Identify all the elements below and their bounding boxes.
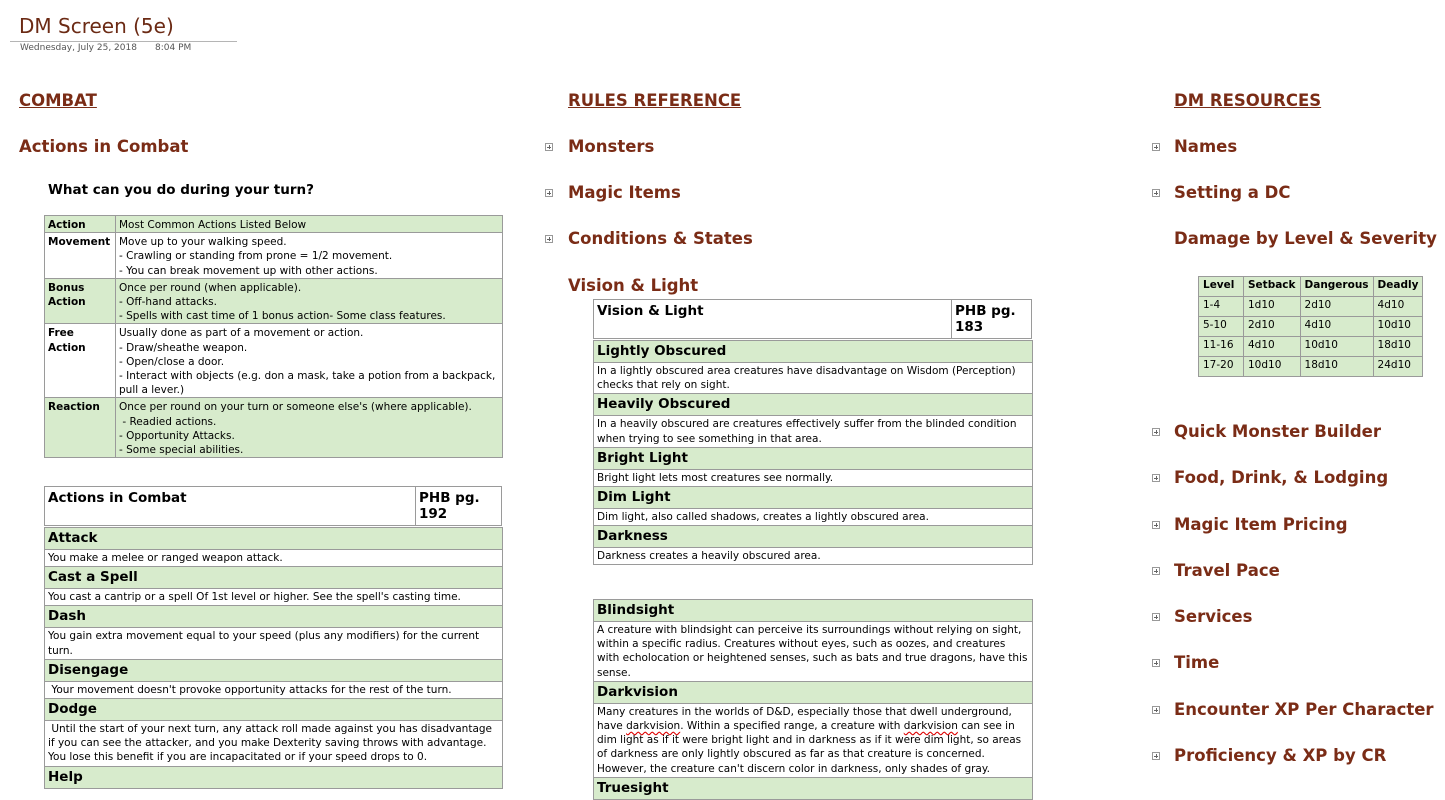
collapsed-section-travel-pace[interactable]: Travel Pace — [1174, 561, 1280, 580]
entry-text: In a heavily obscured are creatures effectively suffer from the blinded condition when trying to see something in that area. — [594, 416, 1033, 447]
entry-title: Dim Light — [594, 487, 1033, 509]
title-divider — [10, 41, 237, 42]
collapsed-section-names[interactable]: Names — [1174, 137, 1238, 156]
entry-text: You gain extra movement equal to your speed (plus any modifiers) for the current turn. — [45, 628, 503, 659]
table-header-row — [1199, 277, 1423, 297]
collapsed-section-quick-monster-builder[interactable]: Quick Monster Builder — [1174, 422, 1381, 441]
expand-icon[interactable] — [1152, 706, 1160, 714]
table-row — [45, 398, 503, 458]
column-header: Dangerous — [1300, 277, 1373, 297]
expand-icon[interactable] — [1152, 659, 1160, 667]
expand-icon[interactable] — [1152, 428, 1160, 436]
entry-text: Dim light, also called shadows, creates a lightly obscured area. — [594, 509, 1033, 526]
page-date: Wednesday, July 25, 2018 — [20, 43, 137, 53]
table-cell: 10d10 — [1300, 337, 1373, 357]
collapsed-section-encounter-xp[interactable]: Encounter XP Per Character — [1174, 700, 1434, 719]
expand-icon[interactable] — [1152, 521, 1160, 529]
reference-name: Vision & Light — [594, 300, 952, 339]
entry-title: Dodge — [45, 699, 503, 721]
table-cell: 4d10 — [1244, 337, 1301, 357]
entry-title: Darkness — [594, 526, 1033, 548]
table-row — [45, 324, 503, 398]
page-time: 8:04 PM — [155, 43, 192, 53]
expand-icon[interactable] — [1152, 143, 1160, 151]
entry-title: Attack — [45, 528, 503, 550]
entry-text: In a lightly obscured area creatures have disadvantage on Wisdom (Perception) checks that rely on sight. — [594, 363, 1033, 394]
collapsed-section-setting-dc[interactable]: Setting a DC — [1174, 183, 1291, 202]
entry-title: Help — [45, 766, 503, 788]
table-cell: 2d10 — [1300, 297, 1373, 317]
expand-icon[interactable] — [1152, 752, 1160, 760]
action-type: Movement — [45, 233, 116, 279]
table-cell: 2d10 — [1244, 317, 1301, 337]
entry-title: Lightly Obscured — [594, 341, 1033, 363]
action-desc: Usually done as part of a movement or action. - Draw/sheathe weapon. - Open/close a door. - Interact with objects (e.g. don a mask, take a potion from a backpack, pull a lever.) — [116, 324, 503, 398]
entry-title: Truesight — [594, 777, 1033, 799]
action-type: Action — [45, 216, 116, 233]
special-senses-list — [593, 599, 1033, 800]
expand-icon[interactable] — [545, 143, 553, 151]
table-cell: 4d10 — [1373, 297, 1423, 317]
collapsed-section-magic-item-pricing[interactable]: Magic Item Pricing — [1174, 515, 1348, 534]
table-row — [1199, 357, 1423, 377]
table-cell: 4d10 — [1300, 317, 1373, 337]
combat-reference-table — [44, 486, 502, 526]
entry-title: Cast a Spell — [45, 567, 503, 589]
table-row — [1199, 297, 1423, 317]
reference-name: Actions in Combat — [45, 487, 416, 526]
entry-title: Heavily Obscured — [594, 394, 1033, 416]
column-header: Level — [1199, 277, 1244, 297]
dm-resources-heading: DM RESOURCES — [1174, 91, 1322, 110]
collapsed-section-conditions[interactable]: Conditions & States — [568, 229, 753, 248]
expand-icon[interactable] — [1152, 567, 1160, 575]
collapsed-section-time[interactable]: Time — [1174, 653, 1220, 672]
action-type: Bonus Action — [45, 278, 116, 324]
entry-text: Many creatures in the worlds of D&D, especially those that dwell underground, have darkvision. Within a specified range, a creature with darkvision can see in dim light as if it were bright light and in darkness as if it were dim light, so areas of darkness are only lightly obscured as far as that creature is concerned. However, the creature can't discern color in darkness, only shades of gray. — [594, 703, 1033, 777]
combat-actions-list — [44, 527, 503, 789]
expand-icon[interactable] — [1152, 613, 1160, 621]
entry-text: Bright light lets most creatures see normally. — [594, 469, 1033, 486]
entry-text: Your movement doesn't provoke opportunity attacks for the rest of the turn. — [45, 681, 503, 698]
expand-icon[interactable] — [545, 235, 553, 243]
rules-reference-heading: RULES REFERENCE — [568, 91, 742, 110]
entry-text: Darkness creates a heavily obscured area. — [594, 548, 1033, 565]
table-cell: 10d10 — [1373, 317, 1423, 337]
action-desc: Move up to your walking speed. - Crawling or standing from prone = 1/2 movement. - You can break movement up with other actions. — [116, 233, 503, 279]
table-cell: 18d10 — [1373, 337, 1423, 357]
table-cell: 24d10 — [1373, 357, 1423, 377]
entry-title: Dash — [45, 606, 503, 628]
entry-text: You cast a cantrip or a spell Of 1st level or higher. See the spell's casting time. — [45, 589, 503, 606]
table-cell: 5-10 — [1199, 317, 1244, 337]
entry-text: Until the start of your next turn, any attack roll made against you has disadvantage if you can see the attacker, and you make Dexterity saving throws with advantage. You lose this benefit if you are incapacitated or if your speed drops to 0. — [45, 721, 503, 767]
light-conditions-list — [593, 340, 1033, 565]
damage-by-level-title: Damage by Level & Severity — [1174, 229, 1437, 248]
action-desc: Once per round on your turn or someone else's (where applicable). - Readied actions. - Opportunity Attacks. - Some special abilities. — [116, 398, 503, 458]
table-row — [45, 216, 503, 233]
table-row — [45, 233, 503, 279]
expand-icon[interactable] — [1152, 189, 1160, 197]
entry-text: You make a melee or ranged weapon attack. — [45, 550, 503, 567]
action-desc: Most Common Actions Listed Below — [116, 216, 503, 233]
table-cell: 10d10 — [1244, 357, 1301, 377]
entry-title: Darkvision — [594, 681, 1033, 703]
reference-page: PHB pg. 192 — [416, 487, 502, 526]
entry-title: Disengage — [45, 659, 503, 681]
table-row — [45, 278, 503, 324]
entry-title: Bright Light — [594, 447, 1033, 469]
reference-page: PHB pg. 183 — [952, 300, 1032, 339]
spellcheck-word: darkvision — [626, 720, 681, 733]
action-type: Free Action — [45, 324, 116, 398]
spellcheck-word: darkvision — [903, 720, 958, 733]
table-cell: 17-20 — [1199, 357, 1244, 377]
action-type: Reaction — [45, 398, 116, 458]
collapsed-section-services[interactable]: Services — [1174, 607, 1253, 626]
column-header: Setback — [1244, 277, 1301, 297]
collapsed-section-magic-items[interactable]: Magic Items — [568, 183, 681, 202]
collapsed-section-proficiency-xp[interactable]: Proficiency & XP by CR — [1174, 746, 1387, 765]
expand-icon[interactable] — [545, 189, 553, 197]
entry-text: A creature with blindsight can perceive its surroundings without relying on sight, within a specific radius. Creatures without eyes, such as oozes, and creatures with echolocation or heightened senses, such as bats and true dragons, have this sense. — [594, 622, 1033, 682]
expand-icon[interactable] — [1152, 474, 1160, 482]
table-cell: 1d10 — [1244, 297, 1301, 317]
table-cell: 1-4 — [1199, 297, 1244, 317]
actions-in-combat-title: Actions in Combat — [19, 137, 189, 156]
table-cell: 11-16 — [1199, 337, 1244, 357]
vision-reference-table — [593, 299, 1032, 339]
combat-heading: COMBAT — [19, 91, 97, 110]
entry-title: Blindsight — [594, 600, 1033, 622]
table-row — [1199, 337, 1423, 357]
page-title: DM Screen (5e) — [19, 14, 174, 38]
column-header: Deadly — [1373, 277, 1423, 297]
turn-question: What can you do during your turn? — [48, 182, 314, 198]
action-desc: Once per round (when applicable). - Off-hand attacks. - Spells with cast time of 1 bonus action- Some class features. — [116, 278, 503, 324]
table-row — [1199, 317, 1423, 337]
vision-light-title: Vision & Light — [568, 276, 699, 295]
actions-table — [44, 215, 503, 458]
collapsed-section-food-drink-lodging[interactable]: Food, Drink, & Lodging — [1174, 468, 1389, 487]
collapsed-section-monsters[interactable]: Monsters — [568, 137, 655, 156]
table-cell: 18d10 — [1300, 357, 1373, 377]
damage-table — [1198, 276, 1423, 377]
